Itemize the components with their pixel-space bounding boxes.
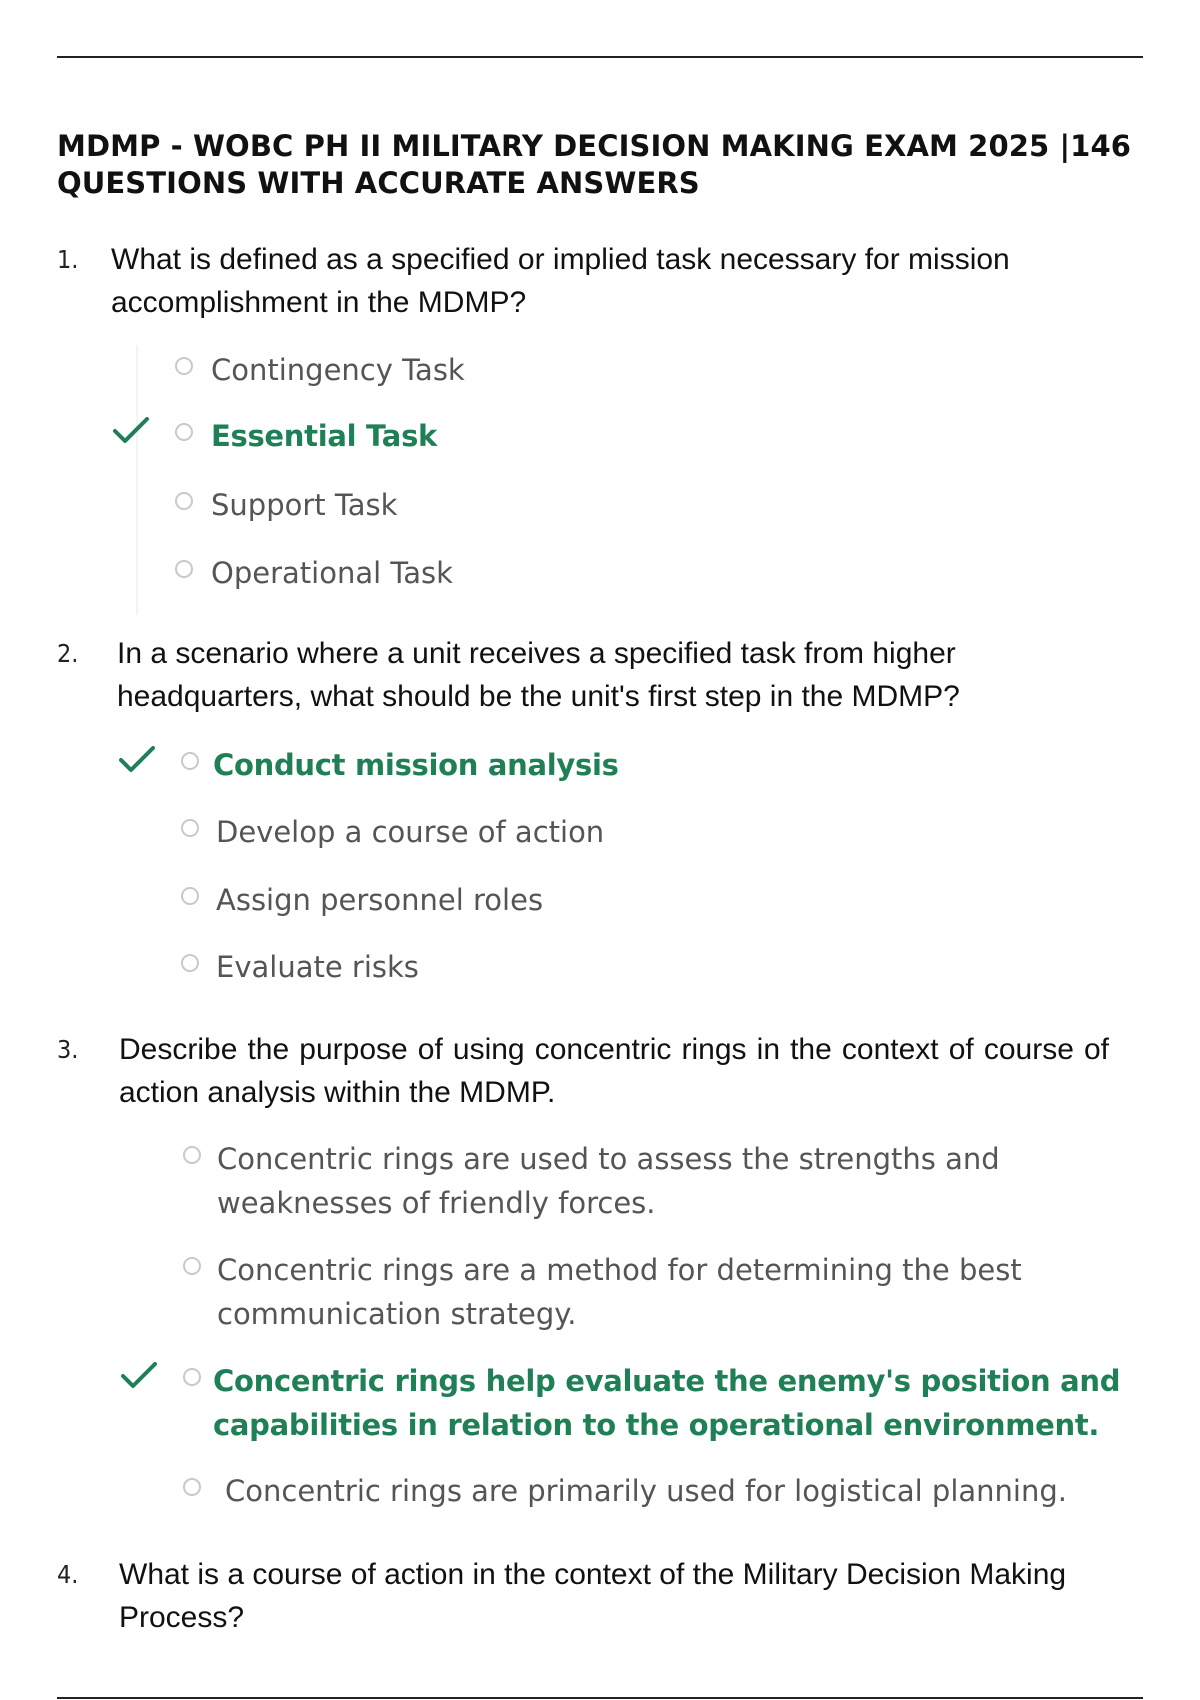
question-number: 1.	[57, 245, 79, 274]
radio-icon[interactable]	[181, 887, 199, 905]
question-text: What is a course of action in the context of the Military Decision Making Process?	[119, 1558, 1067, 1634]
answer-option-text: Operational Task	[211, 556, 453, 590]
radio-icon[interactable]	[181, 819, 199, 837]
question-text: Describe the purpose of using concentric rings in the context of course of action analysis within the MDMP.	[119, 1033, 1109, 1109]
answer-option-text: Conduct mission analysis	[213, 748, 619, 782]
answer-option-text: Assign personnel roles	[216, 883, 544, 917]
document-title: MDMP - WOBC PH II MILITARY DECISION MAKING EXAM 2025 |146 QUESTIONS WITH ACCURATE ANSWERS	[57, 129, 1132, 200]
answer-option-text: Evaluate risks	[216, 950, 419, 984]
decorative-guide-line	[136, 345, 138, 615]
radio-icon[interactable]	[175, 560, 193, 578]
answer-option-text: Essential Task	[211, 419, 438, 453]
top-divider	[57, 56, 1143, 58]
question-number: 3.	[57, 1035, 79, 1064]
question-number: 2.	[57, 639, 79, 668]
answer-option-text: Support Task	[211, 488, 398, 522]
checkmark-icon	[120, 1361, 158, 1391]
bottom-divider	[57, 1697, 1143, 1699]
answer-option-text: Concentric rings are used to assess the strengths and weaknesses of friendly forces.	[217, 1142, 1000, 1220]
answer-option-text: Develop a course of action	[216, 815, 605, 849]
radio-icon[interactable]	[181, 752, 199, 770]
checkmark-icon	[118, 745, 156, 775]
radio-icon[interactable]	[175, 492, 193, 510]
radio-icon[interactable]	[183, 1257, 201, 1275]
answer-option-text: Concentric rings are primarily used for logistical planning.	[225, 1474, 1067, 1508]
answer-option-text: Concentric rings are a method for determining the best communication strategy.	[217, 1253, 1022, 1331]
radio-icon[interactable]	[183, 1146, 201, 1164]
answer-option-text: Contingency Task	[211, 353, 465, 387]
radio-icon[interactable]	[183, 1478, 201, 1496]
question-text: In a scenario where a unit receives a specified task from higher headquarters, what should be the unit's first step in the MDMP?	[117, 637, 960, 713]
radio-icon[interactable]	[183, 1368, 201, 1386]
radio-icon[interactable]	[181, 954, 199, 972]
radio-icon[interactable]	[175, 357, 193, 375]
answer-option-text: Concentric rings help evaluate the enemy's position and capabilities in relation to the operational environment.	[213, 1364, 1121, 1442]
question-number: 4.	[57, 1560, 79, 1589]
radio-icon[interactable]	[175, 423, 193, 441]
checkmark-icon	[112, 416, 150, 446]
question-text: What is defined as a specified or implied task necessary for mission accomplishment in the MDMP?	[111, 243, 1010, 319]
